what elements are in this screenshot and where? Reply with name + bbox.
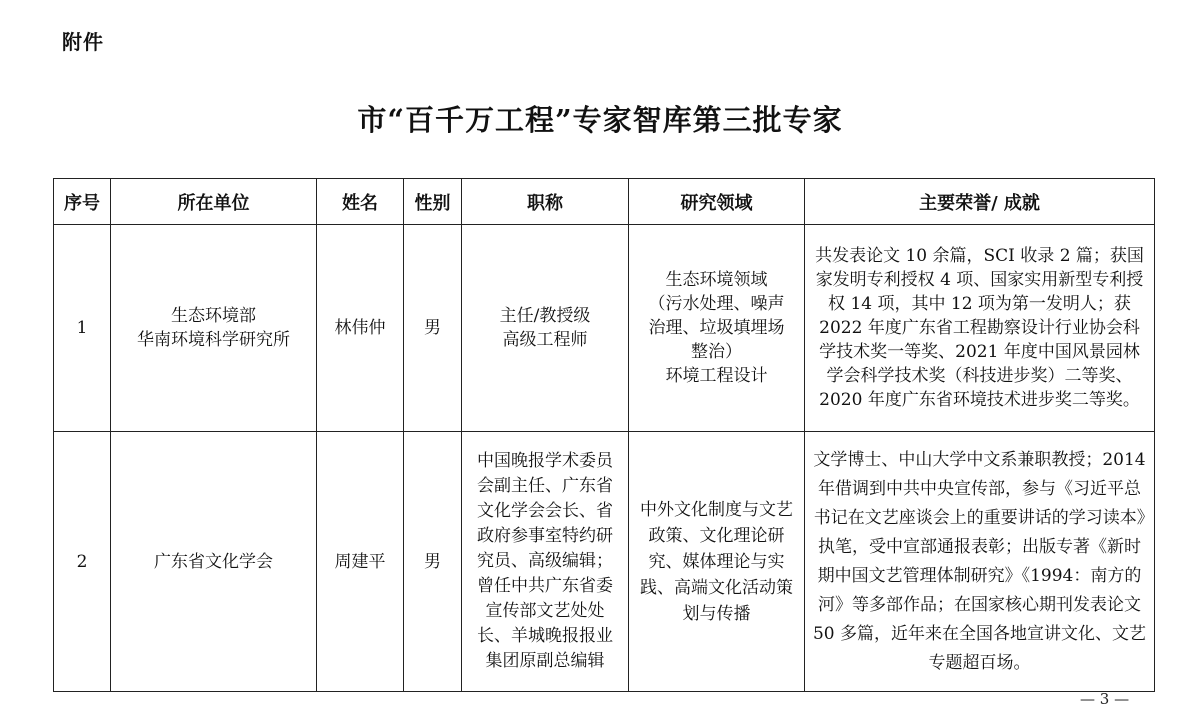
column-header-field: 研究领域	[629, 179, 805, 225]
table-header-row	[54, 179, 1155, 225]
cell-field: 中外文化制度与文艺政策、文化理论研究、媒体理论与实践、高端文化活动策划与传播	[629, 432, 805, 692]
table-row	[54, 432, 1155, 692]
attachment-label: 附件	[62, 30, 104, 54]
cell-gender: 男	[404, 432, 462, 692]
column-header-gender: 性别	[404, 179, 462, 225]
column-header-title: 职称	[462, 179, 629, 225]
cell-field: 生态环境领域 （污水处理、噪声 治理、垃圾填埋场 整治） 环境工程设计	[629, 225, 805, 432]
column-header-unit: 所在单位	[111, 179, 317, 225]
column-header-honors: 主要荣誉/ 成就	[805, 179, 1155, 225]
column-header-no: 序号	[54, 179, 111, 225]
cell-no: 1	[54, 225, 111, 432]
column-header-name: 姓名	[317, 179, 404, 225]
cell-name: 林伟仲	[317, 225, 404, 432]
cell-unit: 广东省文化学会	[111, 432, 317, 692]
cell-gender: 男	[404, 225, 462, 432]
page-number: — 3 —	[1080, 690, 1130, 708]
cell-honors: 文学博士、中山大学中文系兼职教授；2014 年借调到中共中央宣传部，参与《习近平总书记在文艺座谈会上的重要讲话的学习读本》执笔，受中宣部通报表彰；出版专著《新时期中国文艺管理体制研究》《1994：南方的河》等多部作品；在国家核心期刊发表论文 50 多篇，近年来在全国各地宣讲文化、文艺专题超百场。	[805, 432, 1155, 692]
cell-unit: 生态环境部 华南环境科学研究所	[111, 225, 317, 432]
cell-title: 中国晚报学术委员会副主任、广东省文化学会会长、省政府参事室特约研究员、高级编辑；曾任中共广东省委宣传部文艺处处长、羊城晚报报业集团原副总编辑	[462, 432, 629, 692]
cell-title: 主任/教授级 高级工程师	[462, 225, 629, 432]
cell-honors: 共发表论文 10 余篇，SCI 收录 2 篇；获国家发明专利授权 4 项、国家实用新型专利授权 14 项，其中 12 项为第一发明人；获 2022 年度广东省工程勘察设计行业协会科学技术奖一等奖、2021 年度中国风景园林学会科学技术奖（科技进步奖）二等奖、2020 年度广东省环境技术进步奖二等奖。	[805, 225, 1155, 432]
cell-no: 2	[54, 432, 111, 692]
cell-name: 周建平	[317, 432, 404, 692]
experts-table	[53, 178, 1155, 692]
table-row	[54, 225, 1155, 432]
page-title: 市“百千万工程”专家智库第三批专家	[357, 103, 843, 137]
